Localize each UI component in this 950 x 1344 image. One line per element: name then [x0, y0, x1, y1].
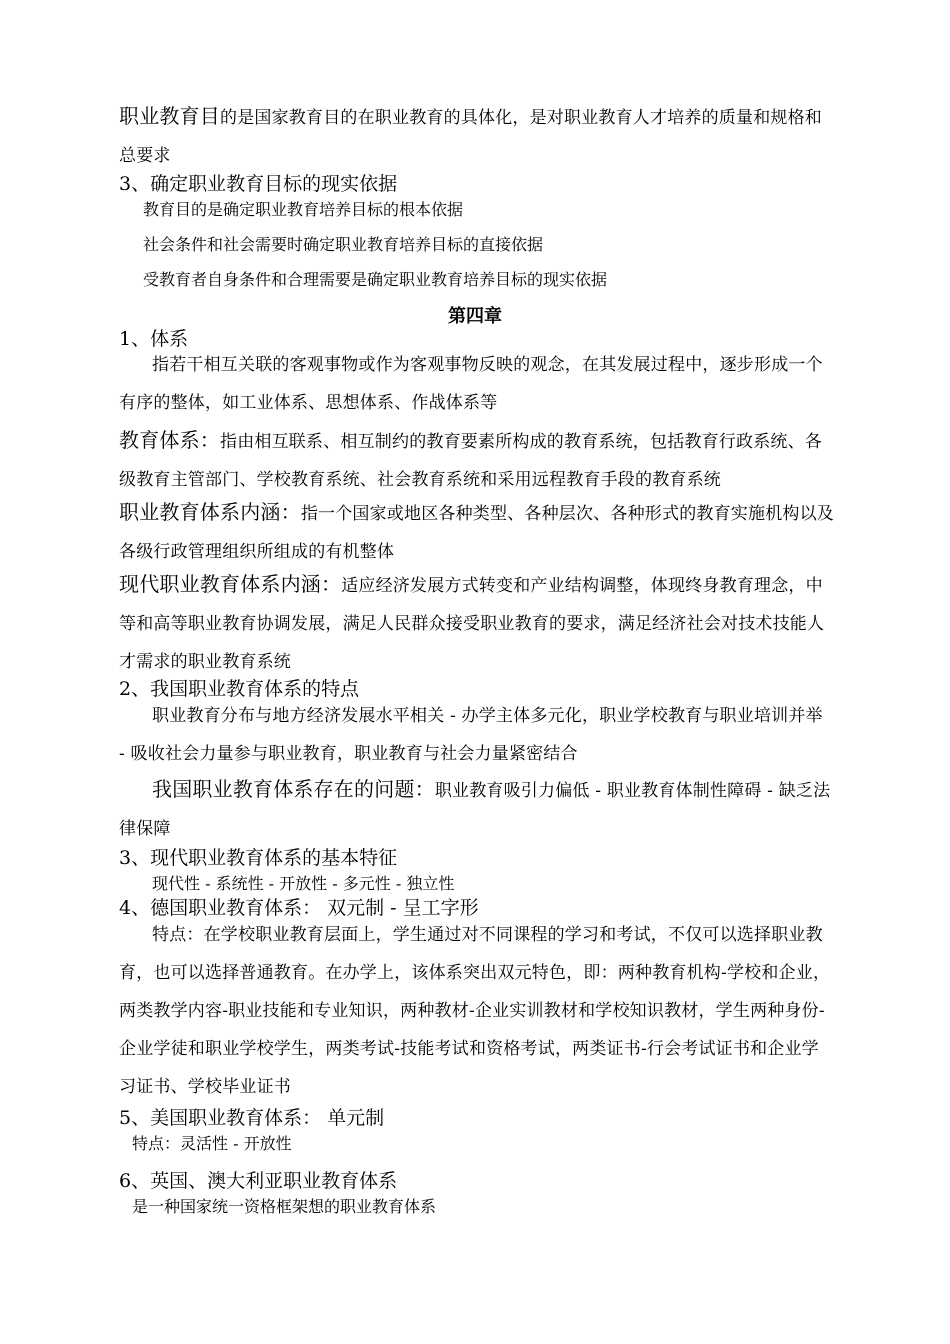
intro-lead: 职业教育目	[119, 104, 220, 128]
intro-paragraph	[119, 97, 834, 175]
germany-features: 特点：在学校职业教育层面上，学生通过对不同课程的学习和考试，不仅可以选择职业教育，也可以选择普通教育。在办学上，该体系突出双元特色，即：两种教育机构-学校和企业，两类教学内容-职业技能和专业知识，两种教材-企业实训教材和学校知识教材，学生两种身份-企业学徒和职业学校学生，两类考试-技能考试和资格考试，两类证书-行会考试证书和企业学习证书、学校毕业证书	[119, 925, 831, 1097]
intro-text: 的是国家教育目的在职业教育的具体化，是对职业教育人才培养的质量和规格和总要求	[119, 108, 822, 166]
vocational-system-paragraph	[119, 493, 834, 571]
modern-system-term: 现代职业教育体系内涵：	[119, 572, 342, 596]
vocational-system-term: 职业教育体系内涵：	[119, 500, 301, 524]
modern-features: 现代性 - 系统性 - 开放性 - 多元性 - 独立性	[152, 874, 455, 893]
chapter-title: 第四章	[448, 306, 502, 327]
education-system-term: 教育体系：	[119, 428, 220, 452]
section-3-item-3: 受教育者自身条件和合理需要是确定职业教育培养目标的现实依据	[143, 270, 608, 289]
modern-system-text: 适应经济发展方式转变和产业结构调整，体现终身教育理念，中等和高等职业教育协调发展，满足人民群众接受职业教育的要求，满足经济社会对技术技能人才需求的职业教育系统	[119, 576, 825, 672]
china-features: 职业教育分布与地方经济发展水平相关 - 办学主体多元化，职业学校教育与职业培训并举 - 吸收社会力量参与职业教育，职业教育与社会力量紧密结合	[119, 706, 823, 764]
vocational-system-text: 指一个国家或地区各种类型、各种层次、各种形式的教育实施机构以及各级行政管理组织所组成的有机整体	[119, 504, 835, 562]
modern-system-paragraph	[119, 565, 834, 681]
system-definition: 指若干相互关联的客观事物或作为客观事物反映的观念，在其发展过程中，逐步形成一个有序的整体，如工业体系、思想体系、作战体系等	[119, 355, 823, 413]
section-3-heading: 3、确定职业教育目标的现实依据	[119, 173, 398, 195]
chapter-3-heading: 3、现代职业教育体系的基本特征	[119, 847, 398, 869]
usa-features: 特点：灵活性 - 开放性	[132, 1134, 292, 1153]
china-problems-term: 我国职业教育体系存在的问题：	[152, 777, 435, 801]
section-3-item-1: 教育目的是确定职业教育培养目标的根本依据	[143, 200, 464, 219]
education-system-paragraph	[119, 421, 834, 499]
chapter-1-heading: 1、体系	[119, 328, 189, 350]
chapter-6-heading: 6、英国、澳大利亚职业教育体系	[119, 1170, 398, 1192]
chapter-2-heading: 2、我国职业教育体系的特点	[119, 678, 360, 700]
china-problems-paragraph	[119, 770, 834, 848]
chapter-4-heading: 4、德国职业教育体系： 双元制 - 呈工字形	[119, 897, 479, 919]
education-system-text: 指由相互联系、相互制约的教育要素所构成的教育系统，包括教育行政系统、各级教育主管部门、学校教育系统、社会教育系统和采用远程教育手段的教育系统	[119, 432, 822, 490]
uk-australia-text: 是一种国家统一资格框架想的职业教育体系	[132, 1197, 437, 1216]
china-problems-text: 职业教育吸引力偏低 - 职业教育体制性障碍 - 缺乏法律保障	[119, 781, 831, 839]
section-3-item-2: 社会条件和社会需要时确定职业教育培养目标的直接依据	[143, 235, 544, 254]
chapter-5-heading: 5、美国职业教育体系： 单元制	[119, 1107, 385, 1129]
